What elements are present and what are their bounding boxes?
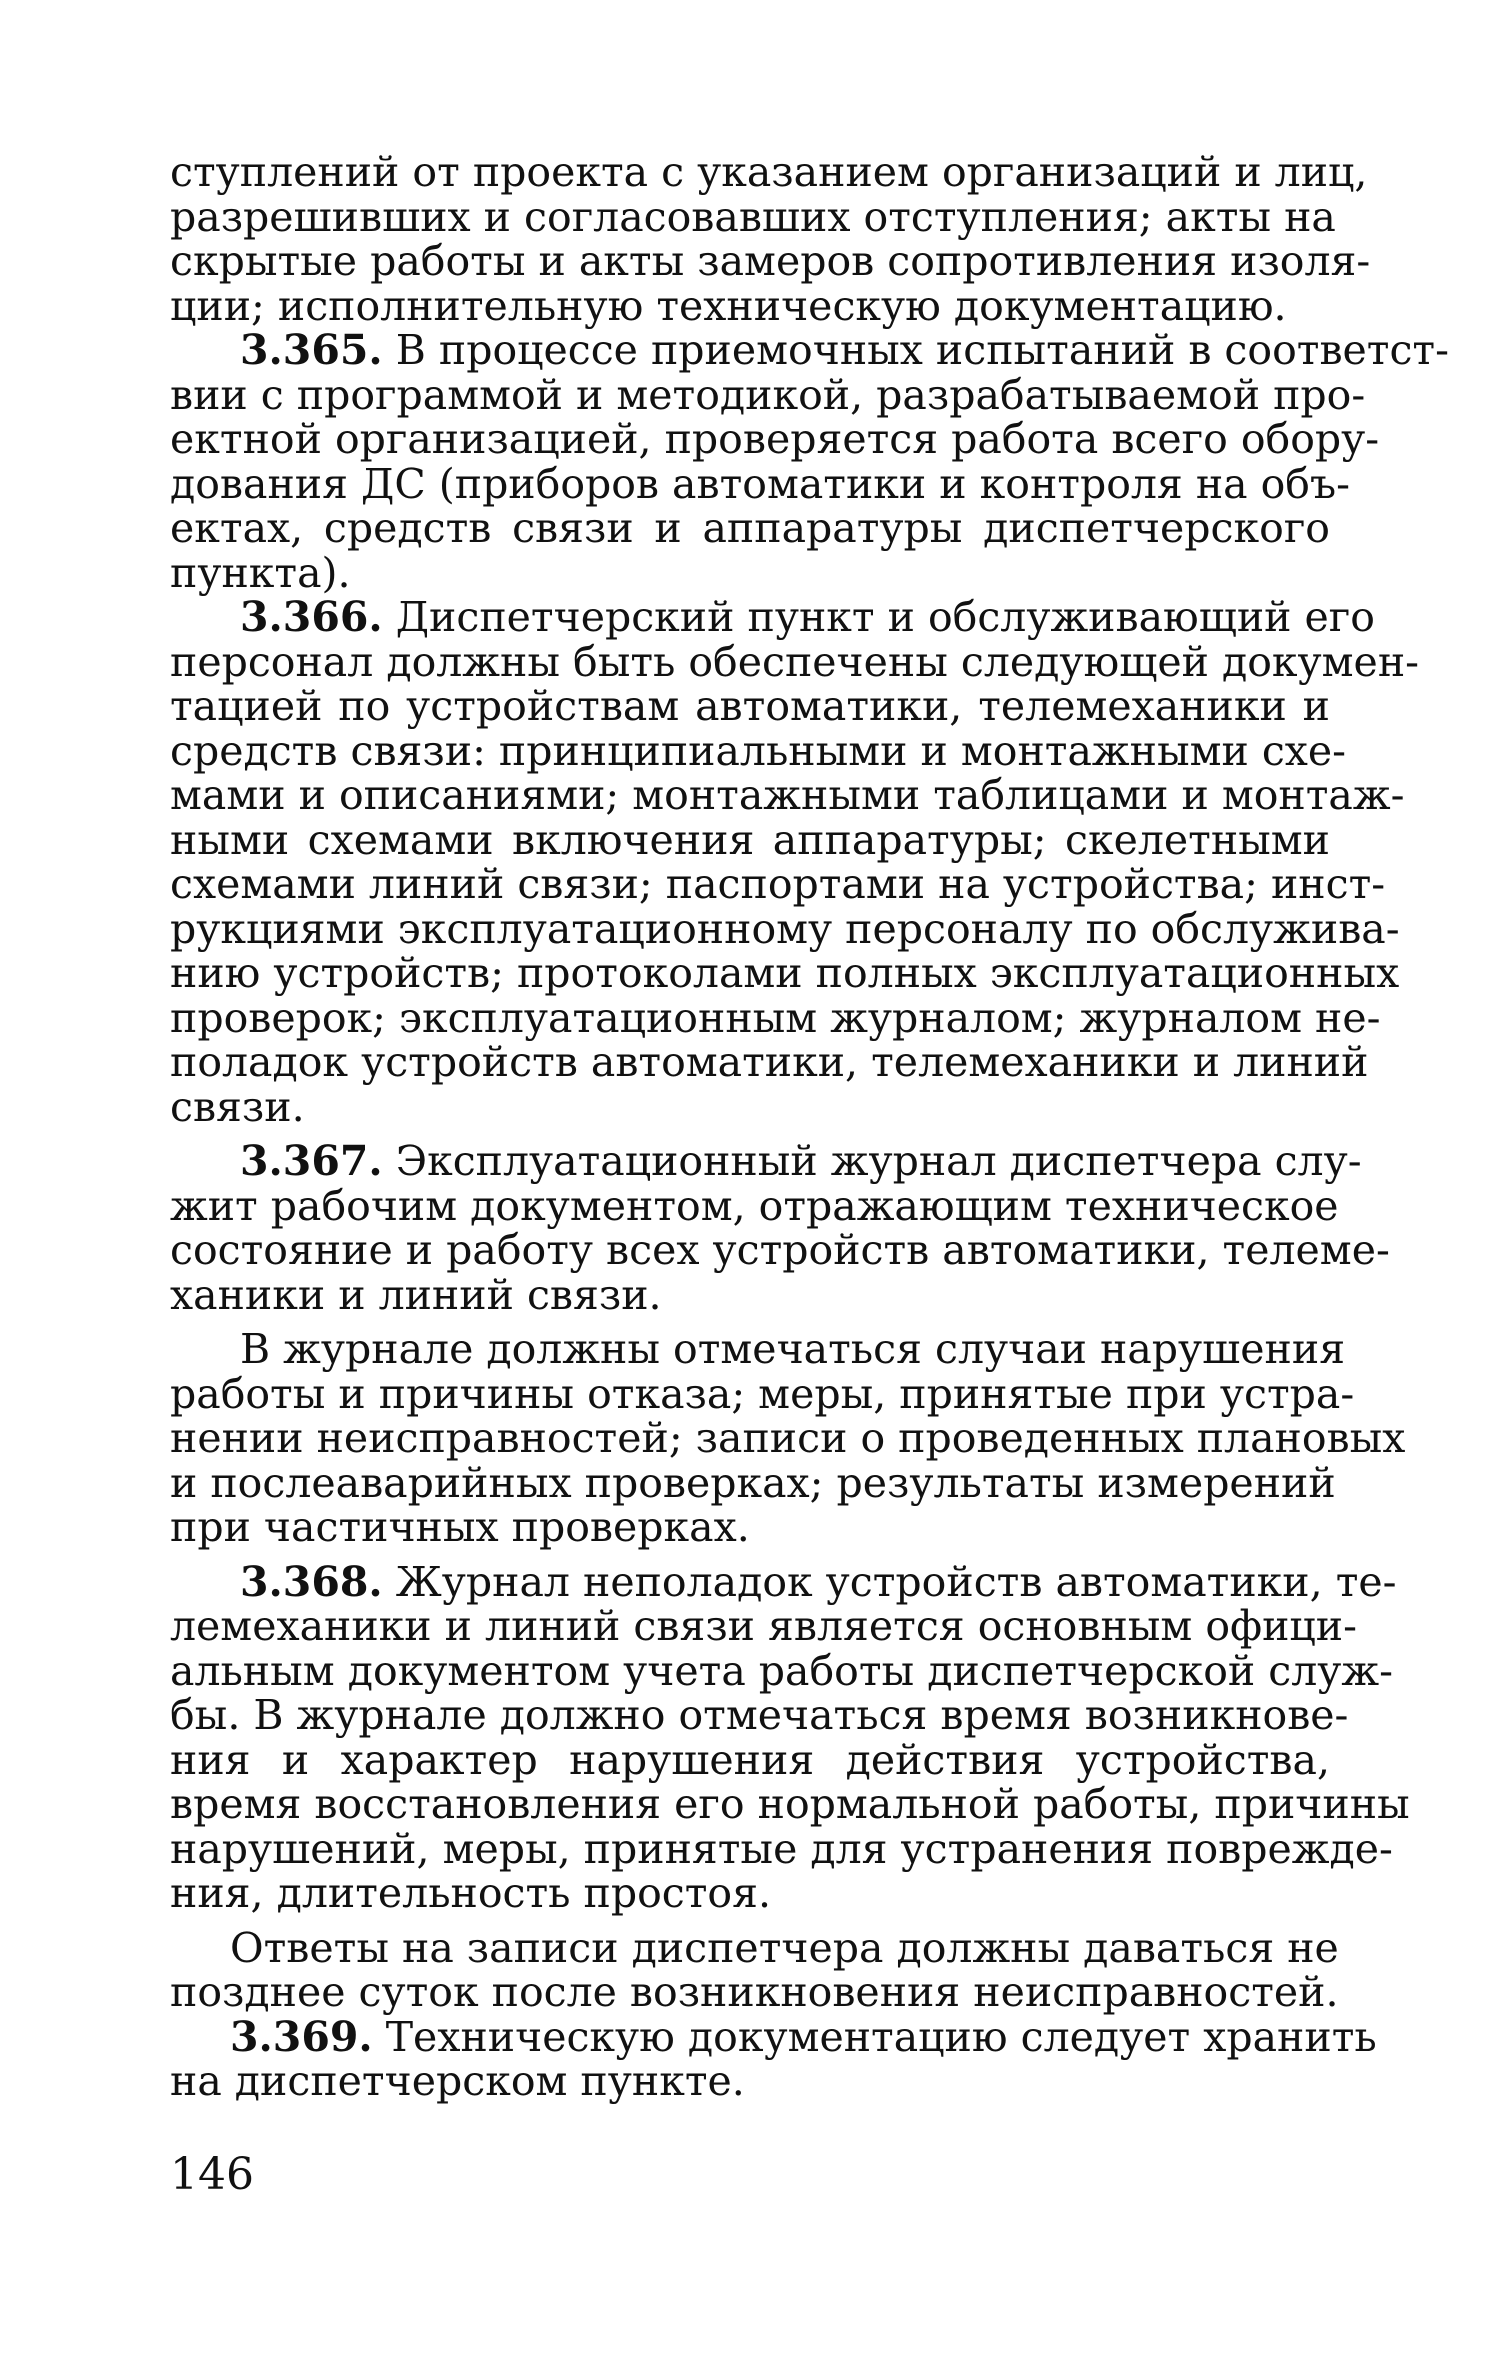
text-line: поладок устройств автоматики, телемеханики и линий xyxy=(170,1038,1369,1086)
clause-number: 3.365. xyxy=(240,326,383,374)
text-line: ханики и линий связи. xyxy=(170,1270,662,1319)
clause-number: 3.367. xyxy=(240,1137,383,1185)
page-number: 146 xyxy=(170,2149,254,2200)
text-line: ными схемами включения аппаратуры; скелетными xyxy=(170,815,1330,864)
text-fragment: Журнал неполадок устройств автоматики, те- xyxy=(382,1557,1397,1606)
text-line-first: В журнале должны отмечаться случаи нарушения xyxy=(240,1325,1346,1373)
text-line: вии с программой и методикой, разрабатываемой про- xyxy=(170,370,1366,419)
text-fragment: Техническую документацию следует хранить xyxy=(372,2012,1377,2061)
text-line: разрешивших и согласовавших отступления; акты на xyxy=(170,192,1336,241)
text-line: дования ДС (приборов автоматики и контроля на объ- xyxy=(170,459,1350,508)
paragraph-3-369 xyxy=(170,2012,1377,2105)
text-line: время восстановления его нормальной работы, причины xyxy=(170,1780,1410,1828)
paragraph-answers xyxy=(170,1923,1339,2016)
text-line: средств связи: принципиальными и монтажными схе- xyxy=(170,726,1347,775)
clause-number: 3.368. xyxy=(240,1557,383,1606)
clause-number: 3.366. xyxy=(240,593,383,641)
text-line: схемами линий связи; паспортами на устройства; инст- xyxy=(170,860,1386,908)
text-line-first xyxy=(170,326,1449,374)
paragraph-3-366 xyxy=(170,593,1419,1131)
body-text xyxy=(170,148,1449,2105)
text-fragment: Диспетчерский пункт и обслуживающий его xyxy=(382,593,1375,641)
clause-number: 3.369. xyxy=(230,2012,373,2061)
text-line-first xyxy=(170,2012,1377,2061)
text-line: ния и характер нарушения действия устройства, xyxy=(170,1735,1330,1784)
text-line: ния, длительность простоя. xyxy=(170,1869,772,1917)
text-fragment: Эксплуатационный журнал диспетчера слу- xyxy=(382,1137,1362,1185)
text-line: состояние и работу всех устройств автоматики, телеме- xyxy=(170,1226,1390,1274)
text-line: нении неисправностей; записи о проведенных плановых xyxy=(170,1414,1406,1462)
text-line: жит рабочим документом, отражающим техническое xyxy=(170,1181,1339,1230)
text-line: лемеханики и линий связи является основным офици- xyxy=(170,1602,1357,1650)
text-line: персонал должны быть обеспечены следующей докумен- xyxy=(170,637,1419,686)
text-line: ектах, средств связи и аппаратуры диспетчерского xyxy=(170,504,1330,552)
text-line: работы и причины отказа; меры, принятые при устра- xyxy=(170,1369,1355,1418)
paragraph-3-368 xyxy=(170,1557,1410,1917)
paragraph-3-365 xyxy=(170,326,1449,597)
text-line: ступлений от проекта с указанием организаций и лиц, xyxy=(170,148,1368,196)
paragraph-3-367 xyxy=(170,1137,1390,1319)
text-line: позднее суток после возникновения неисправностей. xyxy=(170,1968,1339,2016)
text-line: пункта). xyxy=(170,548,351,597)
text-line-first xyxy=(170,1557,1397,1606)
text-line: связи. xyxy=(170,1082,305,1131)
text-line: при частичных проверках. xyxy=(170,1503,750,1551)
text-line: тацией по устройствам автоматики, телемеханики и xyxy=(170,682,1330,730)
paragraph-journal xyxy=(170,1325,1406,1551)
text-line: альным документом учета работы диспетчерской служ- xyxy=(170,1646,1393,1695)
text-line-first: Ответы на записи диспетчера должны даваться не xyxy=(230,1923,1339,1972)
text-line-first xyxy=(170,1137,1362,1185)
text-line: нарушений, меры, принятые для устранения поврежде- xyxy=(170,1824,1393,1873)
text-line: ции; исполнительную техническую документацию. xyxy=(170,281,1287,330)
text-line: скрытые работы и акты замеров сопротивления изоля- xyxy=(170,237,1371,285)
text-line: мами и описаниями; монтажными таблицами и монтаж- xyxy=(170,771,1405,819)
text-line: нию устройств; протоколами полных эксплуатационных xyxy=(170,949,1400,997)
text-line-first xyxy=(170,593,1375,641)
text-line: ектной организацией, проверяется работа всего обору- xyxy=(170,415,1380,463)
text-fragment: В процессе приемочных испытаний в соответст- xyxy=(382,326,1449,374)
text-line: и послеаварийных проверках; результаты измерений xyxy=(170,1458,1336,1507)
text-line: на диспетчерском пункте. xyxy=(170,2057,745,2105)
text-line: проверок; эксплуатационным журналом; журналом не- xyxy=(170,993,1381,1042)
paragraph-continuation xyxy=(170,148,1371,330)
text-line: бы. В журнале должно отмечаться время возникнове- xyxy=(170,1691,1349,1739)
text-line: рукциями эксплуатационному персоналу по обслужива- xyxy=(170,904,1400,953)
